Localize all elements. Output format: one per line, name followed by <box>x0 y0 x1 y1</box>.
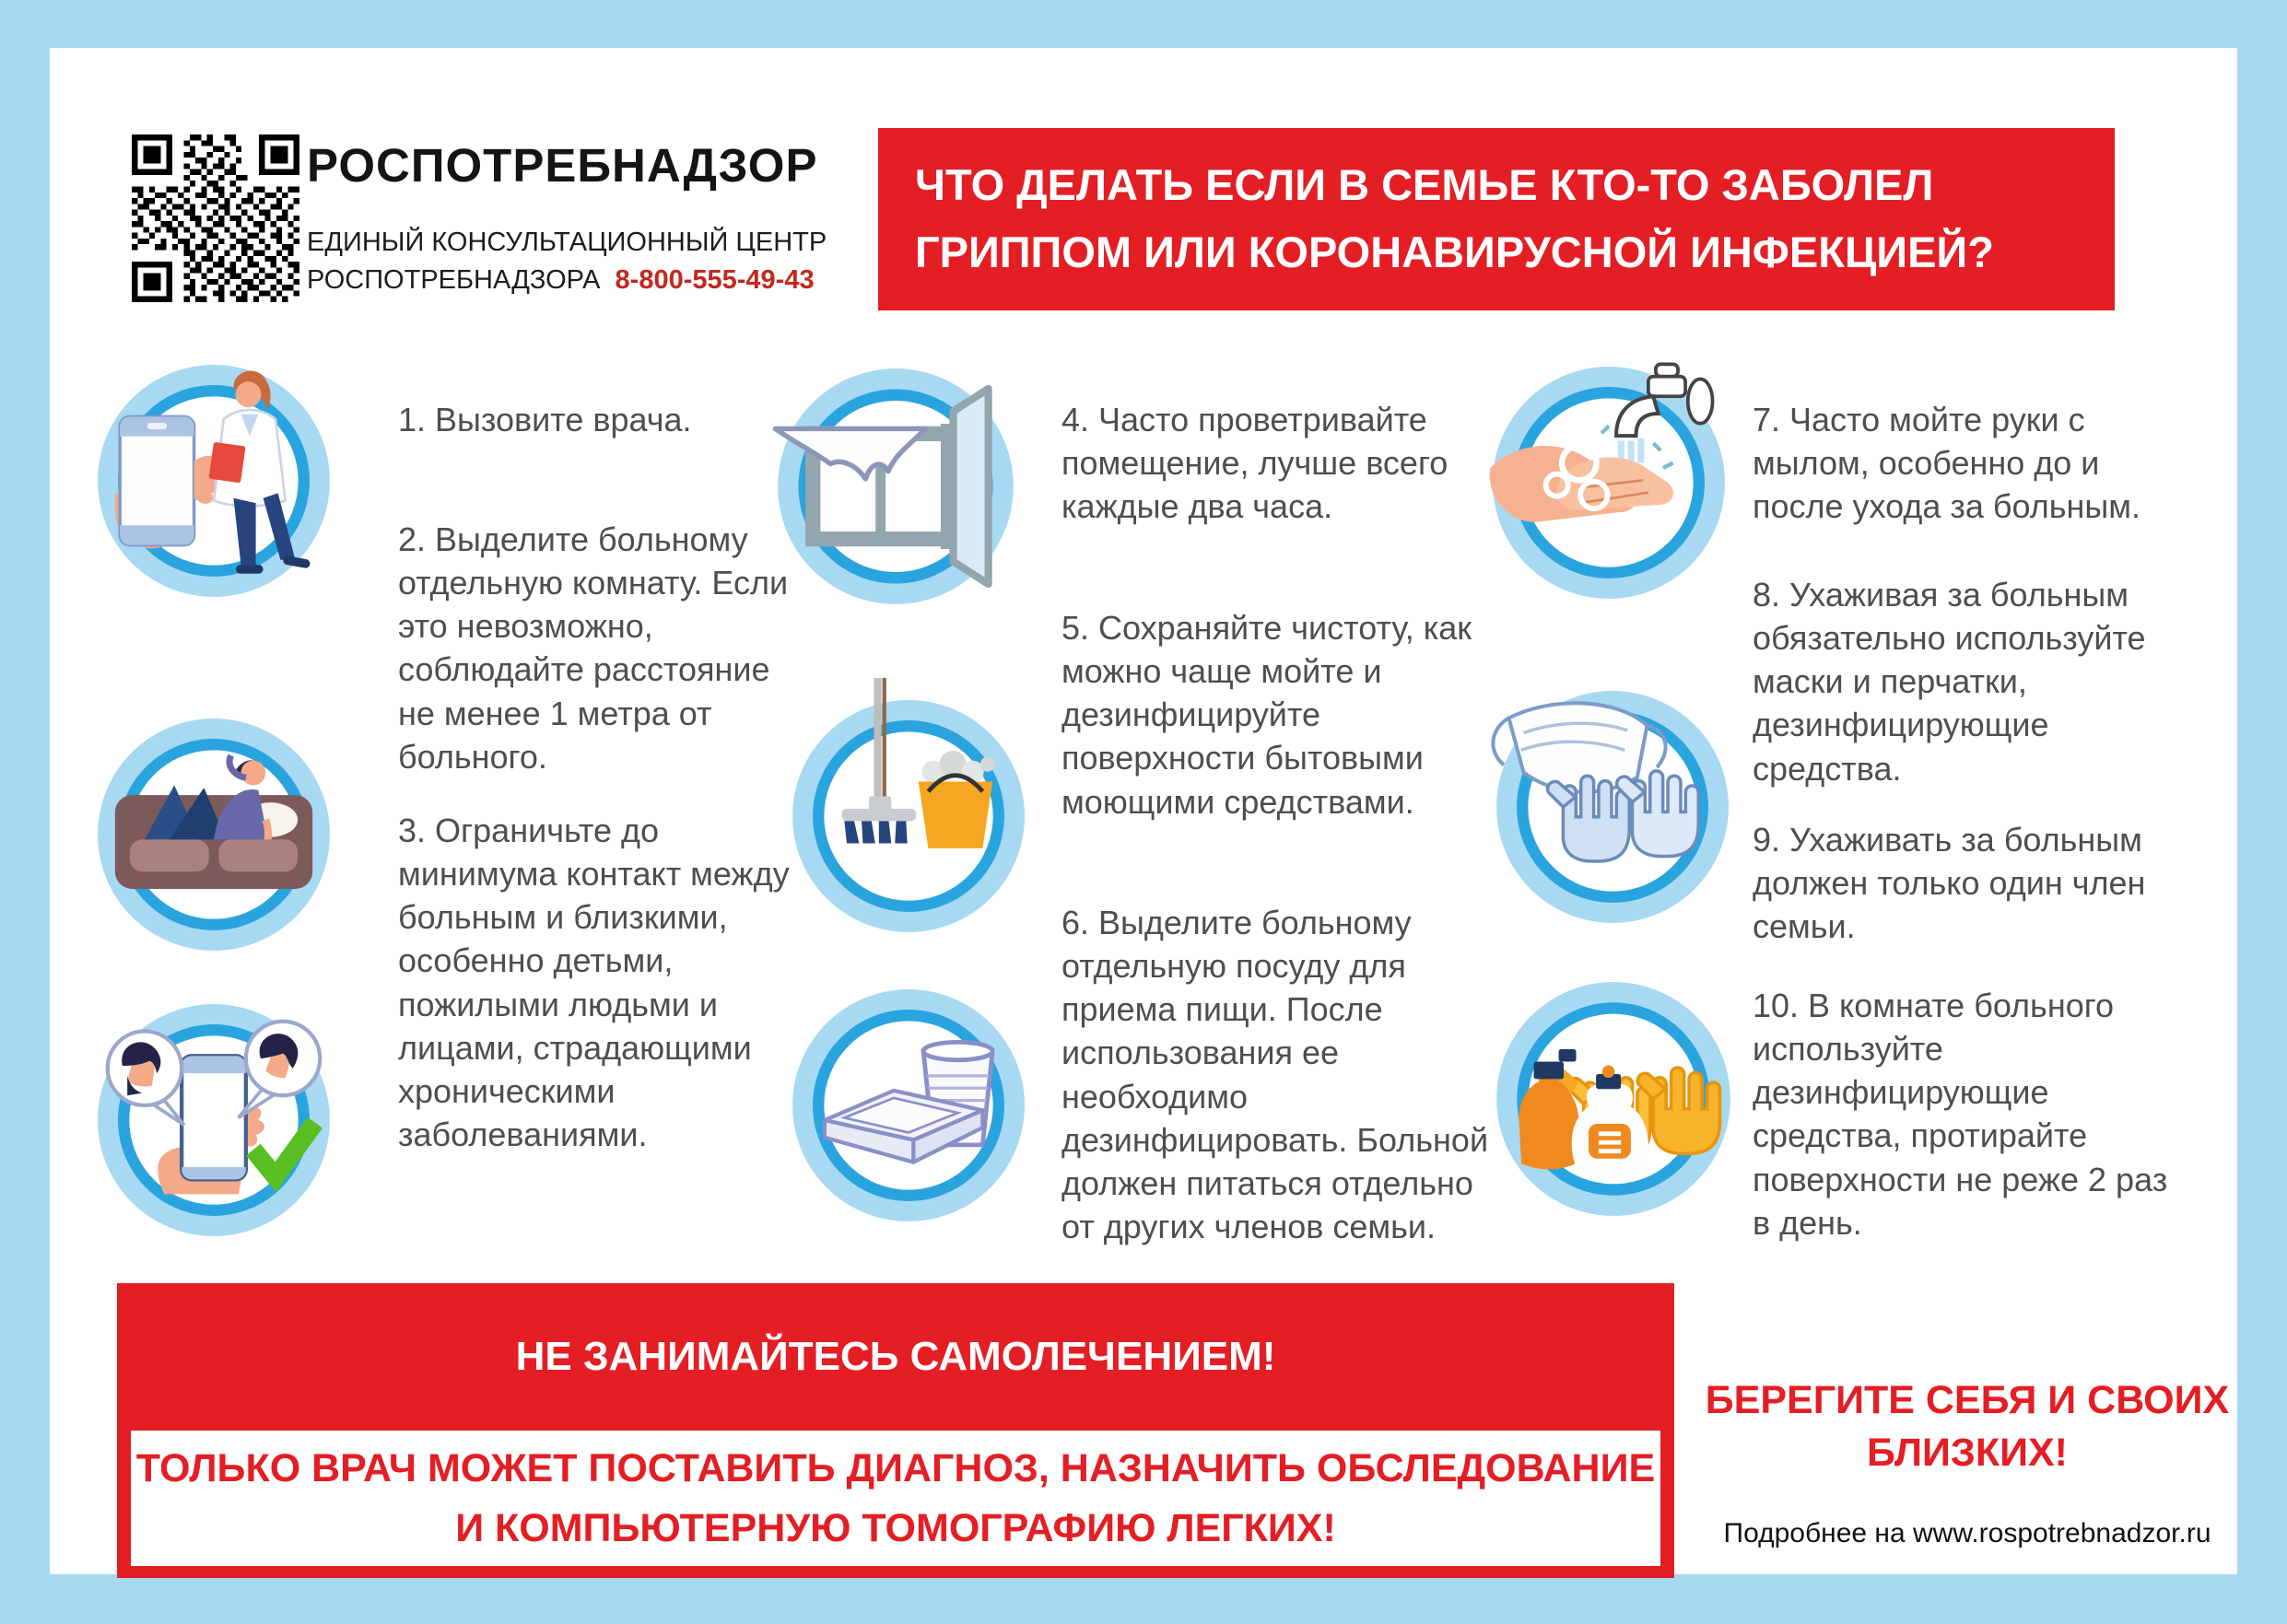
hand-washing-icon <box>1485 359 1732 606</box>
step-3-text: 3. Ограничьте до минимума контакт между больным и близкими, особенно детьми, пожилыми людьми и лицами, страдающими хроническими заболеваниями. <box>398 812 790 1154</box>
brand-subtitle-line1: ЕДИНЫЙ КОНСУЛЬТАЦИОННЫЙ ЦЕНТР <box>307 228 827 257</box>
step-4-text: 4. Часто проветривайте помещение, лучше всего каждые два часа. <box>1061 401 1448 526</box>
care-block <box>1700 1374 2234 1549</box>
step-5-text: 5. Сохраняйте чистоту, как можно чаще мойте и дезинфицируйте поверхности бытовыми моющими средствами. <box>1061 609 1472 821</box>
headline-line1: ЧТО ДЕЛАТЬ ЕСЛИ В СЕМЬЕ КТО-ТО ЗАБОЛЕЛ <box>915 160 1934 210</box>
step-10-text: 10. В комнате больного используйте дезинфицирующие средства, протирайте поверхности не реже 2 раз в день. <box>1753 987 2168 1242</box>
step-1-text: 1. Вызовите врача. <box>398 401 692 438</box>
warning-banner <box>117 1283 1674 1578</box>
self-medication-warning: НЕ ЗАНИМАЙТЕСЬ САМОЛЕЧЕНИЕМ! <box>515 1334 1276 1379</box>
mop-bucket-icon <box>785 693 1032 940</box>
doctor-only-notice <box>131 1431 1660 1566</box>
headline-banner <box>878 128 2115 310</box>
more-info-url: Подробнее на www.rospotrebnadzor.ru <box>1723 1517 2211 1548</box>
headline-line2: ГРИППОМ ИЛИ КОРОНАВИРУСНОЙ ИНФЕКЦИЕЙ? <box>915 228 1994 276</box>
step-8-text: 8. Ухаживая за больным обязательно используйте маски и перчатки, дезинфицирующие средства. <box>1753 576 2146 788</box>
care-message: БЕРЕГИТЕ СЕБЯ И СВОИХ БЛИЗКИХ! <box>1705 1378 2230 1475</box>
cleaning-supplies-icon <box>1489 975 1738 1223</box>
brand-subtitle <box>307 224 827 299</box>
step-7-text: 7. Часто мойте руки с мылом, особенно до и после ухода за больным. <box>1753 401 2141 526</box>
doctor-only-line2: И КОМПЬЮТЕРНУЮ ТОМОГРАФИЮ ЛЕГКИХ! <box>455 1505 1336 1550</box>
hotline-phone: 8-800-555-49-43 <box>615 265 815 296</box>
step-2-text: 2. Выделите больному отдельную комнату. Если это невозможно, соблюдайте расстояние не менее 1 метра от больного. <box>398 520 789 776</box>
mask-gloves-icon <box>1489 683 1736 930</box>
brand-title: РОСПОТРЕБНАДЗОР <box>307 139 818 192</box>
qr-code-icon <box>132 134 299 302</box>
step-9-text: 9. Ухаживать за больным должен только один член семьи. <box>1753 821 2146 946</box>
doctor-only-line1: ТОЛЬКО ВРАЧ МОЖЕТ ПОСТАВИТЬ ДИАГНОЗ, НАЗНАЧИТЬ ОБСЛЕДОВАНИЕ <box>135 1446 1656 1490</box>
phone-consult-icon <box>90 997 337 1244</box>
person-sofa-icon <box>90 711 337 958</box>
phone-doctor-icon <box>90 357 337 604</box>
step-6-text: 6. Выделите больному отдельную посуду для приема пищи. После использования ее необходимо дезинфицировать. Больной должен питаться отдельно от других членов семьи. <box>1061 904 1489 1246</box>
dishes-icon <box>785 982 1032 1229</box>
brand-subtitle-line2: РОСПОТРЕБНАДЗОРА 8-800-555-49-43 <box>307 265 815 296</box>
